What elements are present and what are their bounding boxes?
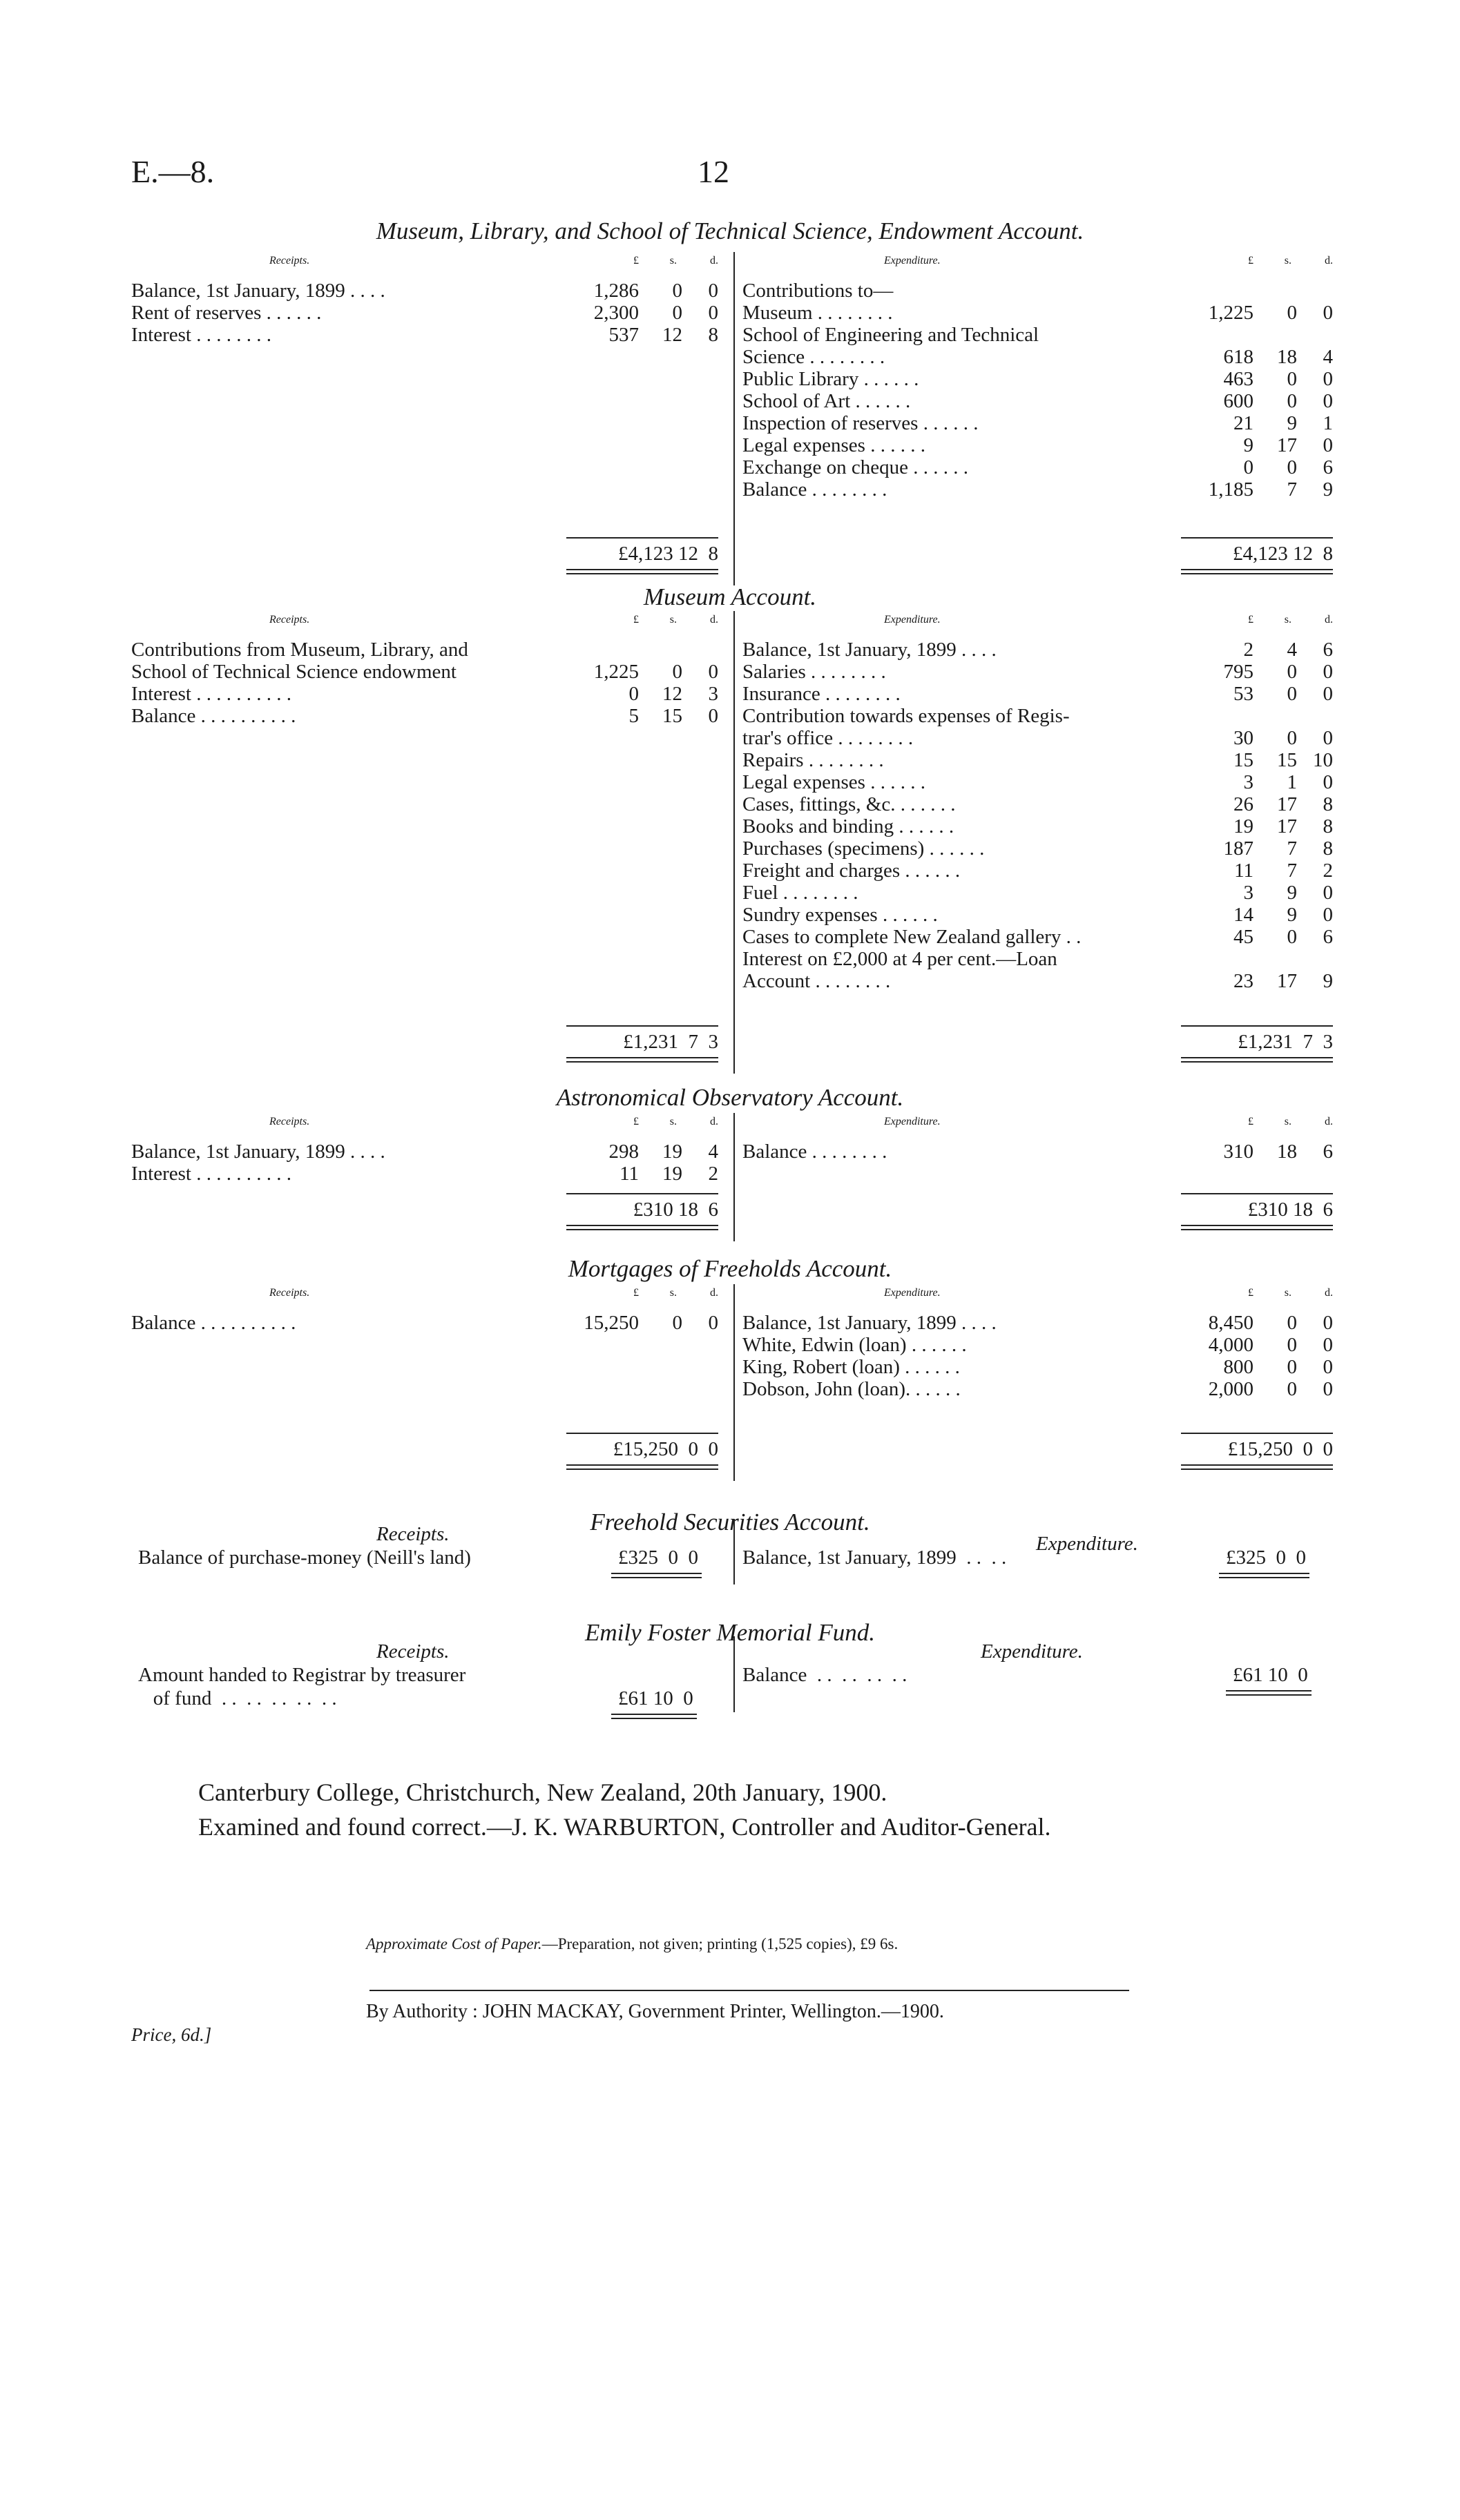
double-rule <box>611 1573 702 1578</box>
shillings: 17 <box>1277 793 1297 815</box>
line-label: Repairs . . . . . . . . <box>742 749 884 771</box>
freehold-receipt-label: Balance of purchase-money (Neill's land) <box>138 1547 471 1569</box>
museum-expenditure-heading: Expenditure. <box>884 614 941 626</box>
pence: 9 <box>1323 970 1333 992</box>
currency-pound-heading: £ <box>1248 255 1254 266</box>
pence: 8 <box>1323 837 1333 860</box>
pounds: 9 <box>1243 434 1254 456</box>
pence: 0 <box>708 705 718 727</box>
pence: 2 <box>1323 860 1333 882</box>
pounds: 1,286 <box>593 280 639 302</box>
pence: 0 <box>1323 302 1333 324</box>
document-reference: E.—8. <box>131 154 215 189</box>
expenditure-row <box>742 882 1333 904</box>
expenditure-row <box>742 1356 1333 1378</box>
receipt-row <box>131 705 718 727</box>
double-rule <box>1226 1690 1312 1696</box>
pounds: 1,225 <box>1208 302 1254 324</box>
examined-line: Examined and found correct.—J. K. WARBURTON, Controller and Auditor-General. <box>198 1813 1051 1841</box>
footer-rule <box>369 1990 1129 1991</box>
double-rule <box>566 1225 718 1230</box>
line-label: Public Library . . . . . . <box>742 368 919 390</box>
pounds: 2 <box>1243 639 1254 661</box>
line-label: Balance, 1st January, 1899 . . . . <box>742 1312 997 1334</box>
shillings: 0 <box>1287 456 1297 478</box>
observatory-expenditure-list <box>742 1141 1333 1163</box>
shillings: 0 <box>1287 390 1297 412</box>
currency-s-heading: s. <box>669 1116 677 1127</box>
expenditure-row <box>742 302 1333 324</box>
double-rule <box>1219 1573 1309 1578</box>
line-label: Salaries . . . . . . . . <box>742 661 886 683</box>
currency-d-heading: d. <box>710 1116 718 1127</box>
line-label: trar's office . . . . . . . . <box>742 727 914 749</box>
pounds: 1,185 <box>1208 478 1254 501</box>
line-label: Account . . . . . . . . <box>742 970 891 992</box>
double-rule <box>1181 569 1333 574</box>
total-amount: £4,123 12 8 <box>1233 543 1333 565</box>
total-receipts <box>566 537 718 565</box>
currency-pound-heading: £ <box>633 614 639 626</box>
line-label: Sundry expenses . . . . . . <box>742 904 938 926</box>
pence: 0 <box>708 661 718 683</box>
line-label: Interest . . . . . . . . . . <box>131 683 291 705</box>
line-label: School of Engineering and Technical <box>742 324 1039 346</box>
pounds: 3 <box>1243 771 1254 793</box>
foster-receipt-line1: Amount handed to Registrar by treasurer <box>138 1664 466 1686</box>
expenditure-row <box>742 837 1333 860</box>
total-receipts <box>566 1025 718 1053</box>
freehold-receipt-amount: £325 0 0 <box>618 1547 698 1569</box>
line-label: Fuel . . . . . . . . <box>742 882 858 904</box>
total-amount: £4,123 12 8 <box>618 543 718 565</box>
pence: 8 <box>708 324 718 346</box>
pounds: 11 <box>1234 860 1254 882</box>
currency-d-heading: d. <box>710 255 718 266</box>
currency-pound-heading: £ <box>633 255 639 266</box>
expenditure-row <box>742 434 1333 456</box>
pence: 0 <box>1323 661 1333 683</box>
shillings: 18 <box>1277 1141 1297 1163</box>
pounds: 15 <box>1233 749 1254 771</box>
pence: 0 <box>708 280 718 302</box>
line-label: School of Technical Science endowment <box>131 661 457 683</box>
pence: 0 <box>1323 390 1333 412</box>
expenditure-row <box>742 727 1333 749</box>
page-number: 12 <box>698 154 729 189</box>
pence: 0 <box>1323 771 1333 793</box>
foster-expenditure-heading: Expenditure. <box>981 1640 1083 1663</box>
mortgages-account-title: Mortgages of Freeholds Account. <box>568 1255 892 1282</box>
shillings: 4 <box>1287 639 1297 661</box>
pence: 10 <box>1313 749 1333 771</box>
shillings: 0 <box>1287 368 1297 390</box>
pounds: 800 <box>1223 1356 1254 1378</box>
pence: 0 <box>708 1312 718 1334</box>
shillings: 0 <box>1287 302 1297 324</box>
line-label: Inspection of reserves . . . . . . <box>742 412 979 434</box>
pence: 0 <box>1323 904 1333 926</box>
pounds: 5 <box>628 705 639 727</box>
expenditure-row <box>742 368 1333 390</box>
shillings: 17 <box>1277 970 1297 992</box>
endowment-receipts-list <box>131 280 718 346</box>
pence: 1 <box>1323 412 1333 434</box>
foster-receipts-heading: Receipts. <box>376 1640 450 1663</box>
pence: 0 <box>1323 882 1333 904</box>
pounds: 310 <box>1223 1141 1254 1163</box>
line-label: Interest on £2,000 at 4 per cent.—Loan <box>742 948 1057 970</box>
pounds: 30 <box>1233 727 1254 749</box>
line-label: Balance . . . . . . . . . . <box>131 705 296 727</box>
observatory-expenditure-heading: Expenditure. <box>884 1116 941 1127</box>
double-rule <box>1181 1057 1333 1063</box>
total-amount: £310 18 6 <box>633 1199 718 1221</box>
line-label: King, Robert (loan) . . . . . . <box>742 1356 960 1378</box>
currency-s-heading: s. <box>1284 255 1291 266</box>
shillings: 19 <box>662 1163 682 1185</box>
expenditure-row <box>742 1141 1333 1163</box>
pounds: 19 <box>1233 815 1254 837</box>
expenditure-row <box>742 412 1333 434</box>
currency-pound-heading: £ <box>633 1116 639 1127</box>
cost-label: Approximate Cost of Paper. <box>366 1935 542 1952</box>
receipt-row <box>131 639 718 661</box>
shillings: 0 <box>1287 1378 1297 1400</box>
observatory-account-title: Astronomical Observatory Account. <box>556 1084 904 1111</box>
total-amount: £310 18 6 <box>1247 1199 1333 1221</box>
currency-d-heading: d. <box>1325 255 1333 266</box>
expenditure-row <box>742 324 1333 346</box>
shillings: 0 <box>1287 727 1297 749</box>
receipt-row <box>131 683 718 705</box>
pounds: 187 <box>1223 837 1254 860</box>
place-date-line: Canterbury College, Christchurch, New Zealand, 20th January, 1900. <box>198 1778 887 1806</box>
shillings: 15 <box>1277 749 1297 771</box>
mortgages-receipts-heading: Receipts. <box>269 1287 310 1299</box>
line-label: Books and binding . . . . . . <box>742 815 954 837</box>
pounds: 4,000 <box>1208 1334 1254 1356</box>
total-amount: £1,231 7 3 <box>623 1031 718 1053</box>
expenditure-row <box>742 749 1333 771</box>
pounds: 600 <box>1223 390 1254 412</box>
pence: 0 <box>1323 727 1333 749</box>
cost-text: —Preparation, not given; printing (1,525 copies), £9 6s. <box>541 1935 899 1952</box>
museum-expenditure-list <box>742 639 1333 992</box>
freehold-account-title: Freehold Securities Account. <box>590 1509 870 1535</box>
shillings: 0 <box>672 280 682 302</box>
foster-receipt-amount: £61 10 0 <box>618 1687 693 1709</box>
line-label: Exchange on cheque . . . . . . <box>742 456 968 478</box>
price-note: Price, 6d.] <box>131 2024 212 2045</box>
pounds: 45 <box>1233 926 1254 948</box>
expenditure-row <box>742 970 1333 992</box>
shillings: 12 <box>662 683 682 705</box>
line-label: School of Art . . . . . . <box>742 390 911 412</box>
line-label: White, Edwin (loan) . . . . . . <box>742 1334 967 1356</box>
shillings: 12 <box>662 324 682 346</box>
receipt-row <box>131 1312 718 1334</box>
shillings: 7 <box>1287 860 1297 882</box>
pence: 8 <box>1323 793 1333 815</box>
museum-receipts-heading: Receipts. <box>269 614 310 626</box>
endowment-account-title: Museum, Library, and School of Technical Science, Endowment Account. <box>376 217 1084 244</box>
pounds: 3 <box>1243 882 1254 904</box>
line-label: Insurance . . . . . . . . <box>742 683 901 705</box>
pounds: 537 <box>608 324 639 346</box>
currency-s-heading: s. <box>1284 614 1291 626</box>
mortgages-expenditure-heading: Expenditure. <box>884 1287 941 1299</box>
shillings: 9 <box>1287 412 1297 434</box>
line-label: Contribution towards expenses of Regis- <box>742 705 1070 727</box>
currency-pound-heading: £ <box>1248 1116 1254 1127</box>
line-label: Balance . . . . . . . . . . <box>131 1312 296 1334</box>
total-expenditure <box>1181 537 1333 565</box>
expenditure-row <box>742 948 1333 970</box>
pounds: 795 <box>1223 661 1254 683</box>
line-label: Contributions from Museum, Library, and <box>131 639 468 661</box>
museum-account-title: Museum Account. <box>643 583 817 610</box>
currency-s-heading: s. <box>669 614 677 626</box>
pounds: 463 <box>1223 368 1254 390</box>
pounds: 21 <box>1233 412 1254 434</box>
pence: 4 <box>708 1141 718 1163</box>
line-label: Rent of reserves . . . . . . <box>131 302 322 324</box>
pounds: 2,000 <box>1208 1378 1254 1400</box>
shillings: 9 <box>1287 882 1297 904</box>
pounds: 53 <box>1233 683 1254 705</box>
double-rule <box>566 569 718 574</box>
line-label: Purchases (specimens) . . . . . . <box>742 837 985 860</box>
pounds: 298 <box>608 1141 639 1163</box>
total-receipts <box>566 1193 718 1221</box>
line-label: Legal expenses . . . . . . <box>742 771 925 793</box>
pence: 6 <box>1323 456 1333 478</box>
shillings: 7 <box>1287 478 1297 501</box>
pence: 6 <box>1323 639 1333 661</box>
line-label: Balance . . . . . . . . <box>742 1141 887 1163</box>
currency-s-heading: s. <box>669 255 677 266</box>
pounds: 0 <box>628 683 639 705</box>
expenditure-row <box>742 1378 1333 1400</box>
currency-d-heading: d. <box>1325 1287 1333 1299</box>
line-label: Museum . . . . . . . . <box>742 302 893 324</box>
currency-s-heading: s. <box>1284 1116 1291 1127</box>
pence: 9 <box>1323 478 1333 501</box>
pounds: 23 <box>1233 970 1254 992</box>
shillings: 18 <box>1277 346 1297 368</box>
freehold-expenditure-amount: £325 0 0 <box>1226 1547 1306 1569</box>
shillings: 17 <box>1277 815 1297 837</box>
expenditure-row <box>742 860 1333 882</box>
line-label: Balance, 1st January, 1899 . . . . <box>131 280 385 302</box>
museum-receipts-list <box>131 639 718 727</box>
expenditure-row <box>742 661 1333 683</box>
pence: 0 <box>1323 1312 1333 1334</box>
receipt-row <box>131 661 718 683</box>
expenditure-row <box>742 815 1333 837</box>
shillings: 19 <box>662 1141 682 1163</box>
column-divider <box>733 1636 735 1712</box>
pence: 6 <box>1323 926 1333 948</box>
column-divider <box>733 611 735 1074</box>
receipt-row <box>131 280 718 302</box>
pounds: 8,450 <box>1208 1312 1254 1334</box>
shillings: 0 <box>1287 926 1297 948</box>
expenditure-row <box>742 705 1333 727</box>
observatory-receipts-heading: Receipts. <box>269 1116 310 1127</box>
endowment-expenditure-heading: Expenditure. <box>884 255 941 266</box>
shillings: 0 <box>672 1312 682 1334</box>
cost-of-paper <box>366 1935 898 1953</box>
pounds: 26 <box>1233 793 1254 815</box>
foster-receipt-line2: of fund . . . . . . . . . . <box>138 1687 337 1709</box>
shillings: 0 <box>1287 683 1297 705</box>
currency-d-heading: d. <box>1325 614 1333 626</box>
endowment-receipts-heading: Receipts. <box>269 255 310 266</box>
expenditure-row <box>742 1312 1333 1334</box>
expenditure-row <box>742 771 1333 793</box>
pounds: 0 <box>1243 456 1254 478</box>
double-rule <box>566 1464 718 1470</box>
line-label: Contributions to— <box>742 280 894 302</box>
expenditure-row <box>742 280 1333 302</box>
currency-pound-heading: £ <box>633 1287 639 1299</box>
pence: 0 <box>1323 434 1333 456</box>
mortgages-receipts-list <box>131 1312 718 1334</box>
expenditure-row <box>742 478 1333 501</box>
pounds: 11 <box>619 1163 639 1185</box>
pounds: 2,300 <box>593 302 639 324</box>
receipt-row <box>131 324 718 346</box>
expenditure-row <box>742 1334 1333 1356</box>
shillings: 0 <box>672 661 682 683</box>
pounds: 14 <box>1233 904 1254 926</box>
pence: 4 <box>1323 346 1333 368</box>
expenditure-row <box>742 346 1333 368</box>
line-label: Balance, 1st January, 1899 . . . . <box>131 1141 385 1163</box>
line-label: Cases, fittings, &c. . . . . . . <box>742 793 956 815</box>
freehold-expenditure-heading: Expenditure. <box>1036 1533 1138 1555</box>
expenditure-row <box>742 926 1333 948</box>
currency-d-heading: d. <box>1325 1116 1333 1127</box>
shillings: 0 <box>1287 1334 1297 1356</box>
line-label: Legal expenses . . . . . . <box>742 434 925 456</box>
expenditure-row <box>742 683 1333 705</box>
pence: 0 <box>1323 1356 1333 1378</box>
double-rule <box>611 1714 697 1719</box>
total-amount: £15,250 0 0 <box>613 1438 718 1460</box>
total-expenditure <box>1181 1433 1333 1460</box>
receipt-row <box>131 302 718 324</box>
expenditure-row <box>742 390 1333 412</box>
line-label: Balance, 1st January, 1899 . . . . <box>742 639 997 661</box>
pence: 3 <box>708 683 718 705</box>
total-amount: £15,250 0 0 <box>1227 1438 1333 1460</box>
pence: 0 <box>708 302 718 324</box>
pence: 6 <box>1323 1141 1333 1163</box>
currency-d-heading: d. <box>710 1287 718 1299</box>
pence: 8 <box>1323 815 1333 837</box>
shillings: 0 <box>1287 1356 1297 1378</box>
double-rule <box>1181 1464 1333 1470</box>
currency-d-heading: d. <box>710 614 718 626</box>
pounds: 15,250 <box>584 1312 639 1334</box>
line-label: Interest . . . . . . . . <box>131 324 271 346</box>
expenditure-row <box>742 639 1333 661</box>
foster-account-title: Emily Foster Memorial Fund. <box>585 1619 875 1646</box>
shillings: 0 <box>1287 1312 1297 1334</box>
freehold-expenditure-label: Balance, 1st January, 1899 . . . . <box>742 1547 1007 1569</box>
shillings: 15 <box>662 705 682 727</box>
foster-expenditure-label: Balance . . . . . . . . <box>742 1664 907 1686</box>
expenditure-row <box>742 793 1333 815</box>
observatory-receipts-list <box>131 1141 718 1185</box>
pence: 0 <box>1323 683 1333 705</box>
double-rule <box>1181 1225 1333 1230</box>
column-divider <box>733 1113 735 1241</box>
shillings: 0 <box>672 302 682 324</box>
shillings: 1 <box>1287 771 1297 793</box>
line-label: Freight and charges . . . . . . <box>742 860 961 882</box>
mortgages-expenditure-list <box>742 1312 1333 1400</box>
currency-pound-heading: £ <box>1248 614 1254 626</box>
total-expenditure <box>1181 1025 1333 1053</box>
pounds: 618 <box>1223 346 1254 368</box>
expenditure-row <box>742 904 1333 926</box>
double-rule <box>566 1057 718 1063</box>
authority-line: By Authority : JOHN MACKAY, Government Printer, Wellington.—1900. <box>366 2001 944 2022</box>
receipt-row <box>131 1163 718 1185</box>
column-divider <box>733 1284 735 1481</box>
column-divider <box>733 252 735 585</box>
pence: 2 <box>708 1163 718 1185</box>
line-label: Science . . . . . . . . <box>742 346 885 368</box>
shillings: 0 <box>1287 661 1297 683</box>
line-label: Balance . . . . . . . . <box>742 478 887 501</box>
pounds: 1,225 <box>593 661 639 683</box>
currency-s-heading: s. <box>1284 1287 1291 1299</box>
expenditure-row <box>742 456 1333 478</box>
total-amount: £1,231 7 3 <box>1238 1031 1333 1053</box>
foster-expenditure-amount: £61 10 0 <box>1233 1664 1308 1686</box>
shillings: 17 <box>1277 434 1297 456</box>
pence: 0 <box>1323 1334 1333 1356</box>
total-expenditure <box>1181 1193 1333 1221</box>
receipt-row <box>131 1141 718 1163</box>
pence: 0 <box>1323 1378 1333 1400</box>
freehold-receipts-heading: Receipts. <box>376 1523 450 1545</box>
shillings: 7 <box>1287 837 1297 860</box>
column-divider <box>733 1519 735 1584</box>
line-label: Interest . . . . . . . . . . <box>131 1163 291 1185</box>
line-label: Dobson, John (loan). . . . . . <box>742 1378 961 1400</box>
endowment-expenditure-list <box>742 280 1333 501</box>
currency-s-heading: s. <box>669 1287 677 1299</box>
line-label: Cases to complete New Zealand gallery . . <box>742 926 1082 948</box>
currency-pound-heading: £ <box>1248 1287 1254 1299</box>
shillings: 9 <box>1287 904 1297 926</box>
pence: 0 <box>1323 368 1333 390</box>
total-receipts <box>566 1433 718 1460</box>
